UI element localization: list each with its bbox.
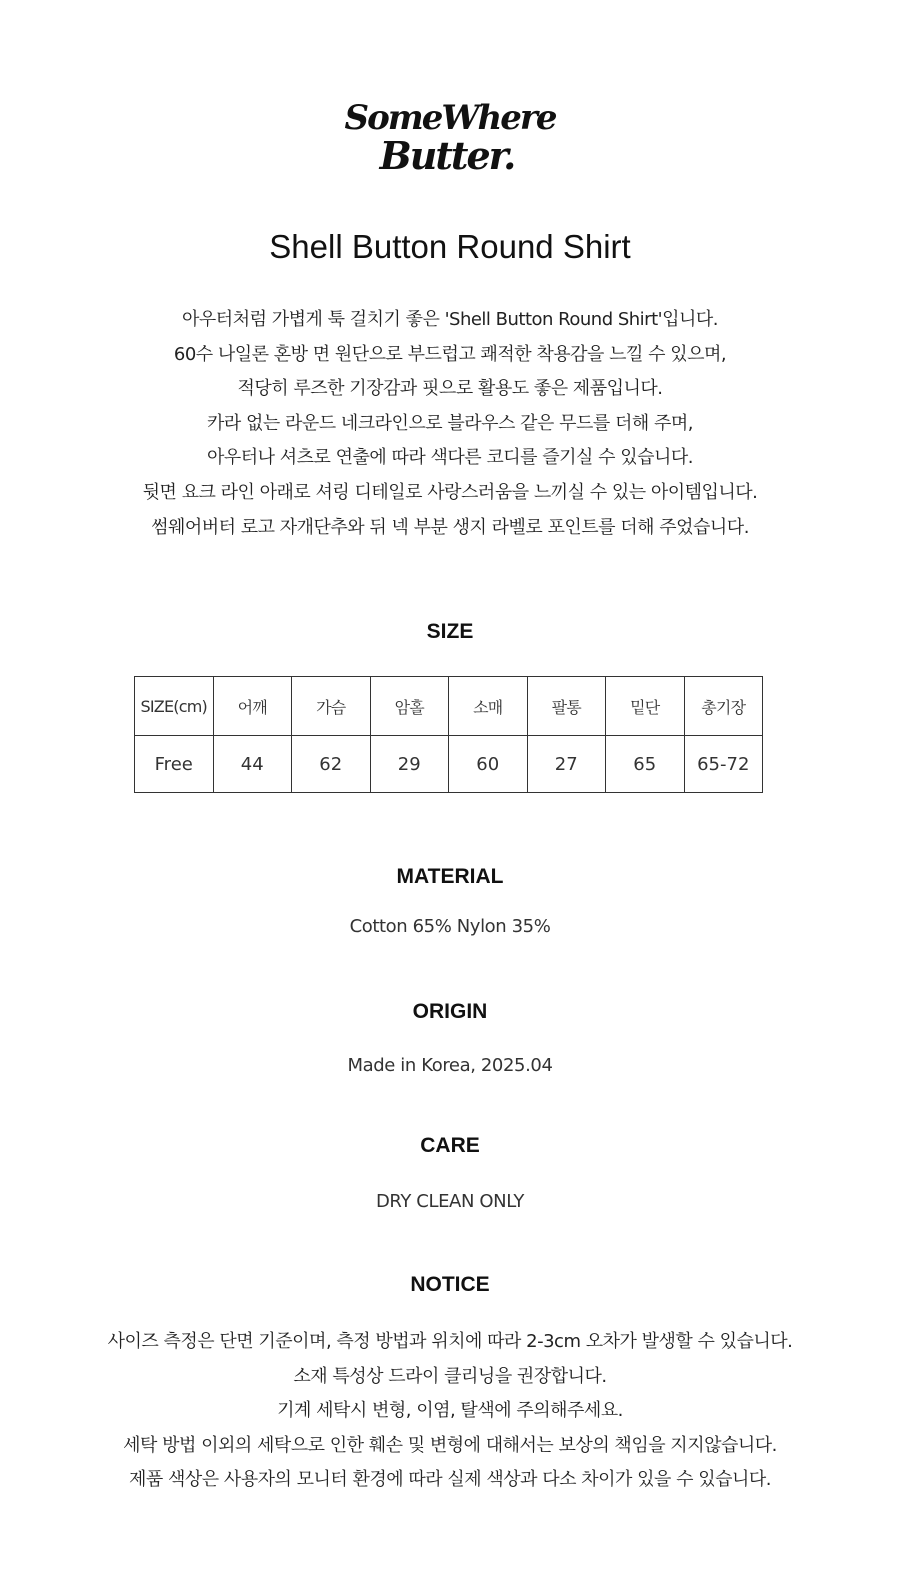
description-line: 썸웨어버터 로고 자개단추와 뒤 넥 부분 생지 라벨로 포인트를 더해 주었습니다.	[151, 516, 749, 538]
size-header-cell: 어깨	[213, 677, 292, 736]
product-title: Shell Button Round Shirt	[269, 228, 631, 265]
origin-heading: ORIGIN	[412, 1000, 488, 1023]
size-cell: 65-72	[684, 736, 763, 793]
origin-value: Made in Korea, 2025.04	[347, 1055, 553, 1076]
size-header-cell: 밑단	[606, 677, 685, 736]
notice-line: 소재 특성상 드라이 클리닝을 권장합니다.	[293, 1365, 607, 1387]
size-cell: 27	[527, 736, 606, 793]
notice-list	[0, 1325, 900, 1498]
brand-logo-line1: SomeWhere	[344, 98, 556, 138]
description-line: 아우터처럼 가볍게 툭 걸치기 좋은 'Shell Button Round Shirt'입니다.	[182, 309, 718, 330]
table-row	[135, 736, 763, 793]
care-value: DRY CLEAN ONLY	[375, 1191, 525, 1212]
size-header-cell: 가슴	[292, 677, 371, 736]
material-value: Cotton 65% Nylon 35%	[349, 916, 551, 937]
notice-line: 제품 색상은 사용자의 모니터 환경에 따라 실제 색상과 다소 차이가 있을 수 있습니다.	[128, 1469, 772, 1491]
care-heading: CARE	[420, 1134, 480, 1157]
notice-line: 세탁 방법 이외의 세탁으로 인한 훼손 및 변형에 대해서는 보상의 책임을 지지않습니다.	[123, 1434, 777, 1456]
description-line: 카라 없는 라운드 네크라인으로 블라우스 같은 무드를 더해 주며,	[206, 412, 694, 434]
brand-logo	[0, 100, 900, 176]
brand-logo-line2: Butter.	[379, 133, 515, 178]
notice-heading: NOTICE	[410, 1273, 490, 1296]
size-cell: 65	[606, 736, 685, 793]
description-line: 아우터나 셔츠로 연출에 따라 색다른 코디를 즐기실 수 있습니다.	[206, 447, 694, 469]
size-header-cell: 총기장	[684, 677, 763, 736]
description-line: 60수 나일론 혼방 면 원단으로 부드럽고 쾌적한 착용감을 느낄 수 있으며,	[173, 343, 727, 365]
product-description	[0, 303, 900, 545]
size-heading: SIZE	[426, 620, 474, 643]
notice-line: 기계 세탁시 변형, 이염, 탈색에 주의해주세요.	[277, 1400, 623, 1422]
material-heading: MATERIAL	[396, 865, 504, 888]
size-cell: Free	[135, 736, 214, 793]
size-header-cell: 소매	[449, 677, 528, 736]
size-cell: 60	[449, 736, 528, 793]
description-line: 적당히 루즈한 기장감과 핏으로 활용도 좋은 제품입니다.	[237, 378, 663, 400]
size-cell: 62	[292, 736, 371, 793]
size-table	[134, 676, 763, 793]
description-line: 뒷면 요크 라인 아래로 셔링 디테일로 사랑스러움을 느끼실 수 있는 아이템입니다.	[142, 481, 758, 503]
notice-line: 사이즈 측정은 단면 기준이며, 측정 방법과 위치에 따라 2-3cm 오차가 발생할 수 있습니다.	[107, 1331, 793, 1352]
size-cell: 44	[213, 736, 292, 793]
size-header-cell: 암홀	[370, 677, 449, 736]
size-cell: 29	[370, 736, 449, 793]
size-header-cell: SIZE(cm)	[135, 677, 214, 736]
size-table-header-row	[135, 677, 763, 736]
size-header-cell: 팔통	[527, 677, 606, 736]
